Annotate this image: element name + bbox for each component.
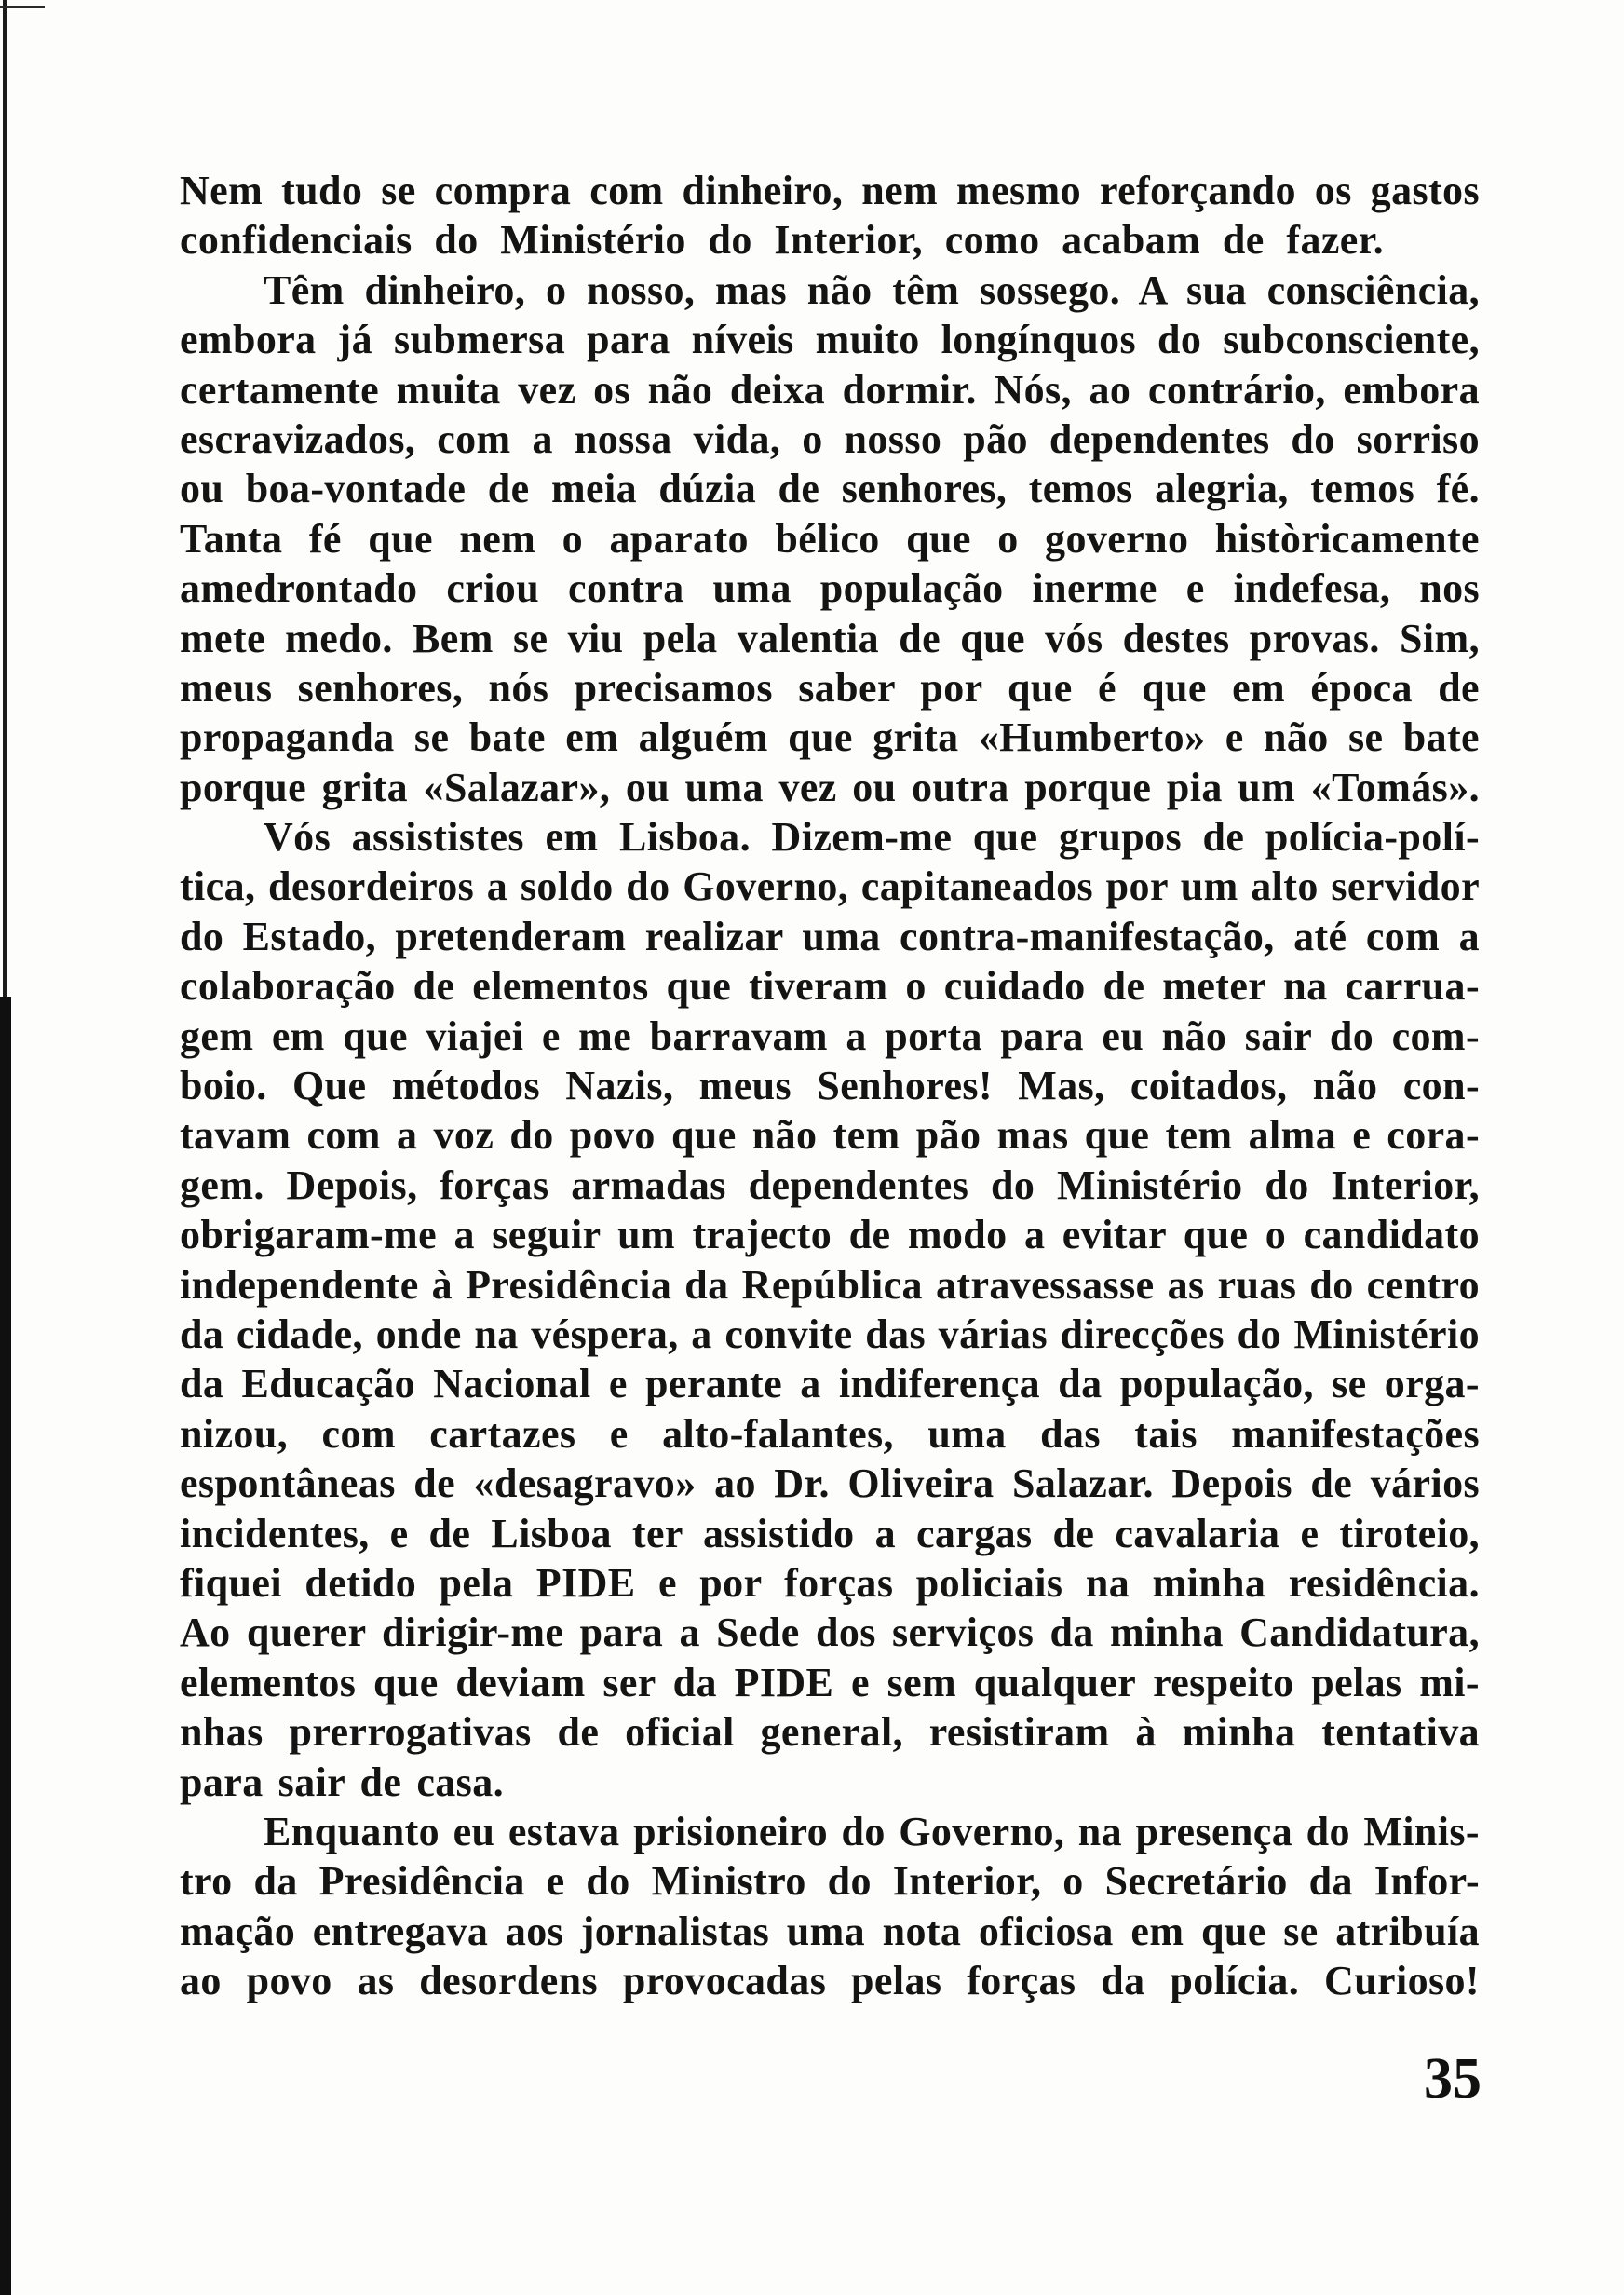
text-line: da cidade, onde na véspera, a convite das várias direcções do Ministério xyxy=(180,1310,1480,1357)
text-line: escravizados, com a nossa vida, o nosso pão dependentes do sorriso xyxy=(180,415,1480,462)
text-line: obrigaram-me a seguir um trajecto de modo a evitar que o candidato xyxy=(180,1212,1480,1258)
page-body xyxy=(180,166,1480,2005)
text-line: propaganda se bate em alguém que grita «Humberto» e não se bate xyxy=(180,714,1480,761)
text-line: nhas prerrogativas de oficial general, resistiram à minha tentativa xyxy=(180,1709,1480,1756)
text-line: Vós assististes em Lisboa. Dizem-me que grupos de polícia-polí- xyxy=(264,814,1480,861)
text-line: Têm dinheiro, o nosso, mas não têm sossego. A sua consciência, xyxy=(264,266,1480,313)
text-line: para sair de casa. xyxy=(180,1759,504,1805)
text-line: da Educação Nacional e perante a indiferença da população, se orga- xyxy=(180,1361,1480,1407)
text-line: mete medo. Bem se viu pela valentia de que vós destes provas. Sim, xyxy=(180,615,1480,661)
text-line: incidentes, e de Lisboa ter assistido a cargas de cavalaria e tiroteio, xyxy=(180,1510,1480,1556)
text-line: fiquei detido pela PIDE e por forças policiais na minha residência. xyxy=(180,1559,1480,1606)
paragraph xyxy=(180,265,1480,812)
text-line: tavam com a voz do povo que não tem pão mas que tem alma e cora- xyxy=(180,1112,1480,1159)
text-line: gem em que viajei e me barravam a porta para eu não sair do com- xyxy=(180,1012,1480,1059)
text-line: mação entregava aos jornalistas uma nota oficiosa em que se atribuía xyxy=(180,1908,1480,1954)
text-line: boio. Que métodos Nazis, meus Senhores! Mas, coitados, não con- xyxy=(180,1063,1480,1109)
text-line: porque grita «Salazar», ou uma vez ou outra porque pia um «Tomás». xyxy=(180,764,1480,810)
text-line: embora já submersa para níveis muito longínquos do subconsciente, xyxy=(180,317,1480,363)
text-line: nizou, com cartazes e alto-falantes, uma das tais manifestações xyxy=(180,1410,1480,1457)
text-line: ao povo as desordens provocadas pelas forças da polícia. Curioso! xyxy=(180,1958,1480,2004)
text-line: Tanta fé que nem o aparato bélico que o governo històricamente xyxy=(180,515,1480,562)
text-line: colaboração de elementos que tiveram o cuidado de meter na carrua- xyxy=(180,963,1480,1010)
paragraph xyxy=(180,1807,1480,2006)
binding-shadow xyxy=(0,997,11,2295)
text-line: confidenciais do Ministério do Interior, como acabam de fazer. xyxy=(180,217,1384,264)
text-line: amedrontado criou contra uma população inerme e indefesa, nos xyxy=(180,565,1480,612)
text-line: tica, desordeiros a soldo do Governo, capitaneados por um alto servidor xyxy=(180,863,1480,910)
binding-edge xyxy=(3,0,7,1006)
text-line: certamente muita vez os não deixa dormir. Nós, ao contrário, embora xyxy=(180,366,1480,413)
text-line: do Estado, pretenderam realizar uma contra-manifestação, até com a xyxy=(180,913,1480,959)
text-line: espontâneas de «desagravo» ao Dr. Oliveira Salazar. Depois de vários xyxy=(180,1460,1480,1507)
page-number: 35 xyxy=(1424,2047,1482,2111)
text-line: Nem tudo se compra com dinheiro, nem mesmo reforçando os gastos xyxy=(180,168,1480,213)
paragraph xyxy=(180,812,1480,1807)
text-line: meus senhores, nós precisamos saber por que é que em época de xyxy=(180,664,1480,711)
text-line: Ao querer dirigir-me para a Sede dos serviços da minha Candidatura, xyxy=(180,1609,1480,1656)
text-line: tro da Presidência e do Ministro do Interior, o Secretário da Infor- xyxy=(180,1858,1480,1905)
paragraph xyxy=(180,166,1480,265)
text-line: Enquanto eu estava prisioneiro do Governo, na presença do Minis- xyxy=(264,1808,1480,1854)
text-line: ou boa-vontade de meia dúzia de senhores, temos alegria, temos fé. xyxy=(180,466,1480,512)
text-line: gem. Depois, forças armadas dependentes do Ministério do Interior, xyxy=(180,1161,1480,1208)
text-line: elementos que deviam ser da PIDE e sem qualquer respeito pelas mi- xyxy=(180,1659,1480,1705)
text-line: independente à Presidência da República atravessasse as ruas do centro xyxy=(180,1261,1480,1308)
scan-mark xyxy=(0,6,45,8)
